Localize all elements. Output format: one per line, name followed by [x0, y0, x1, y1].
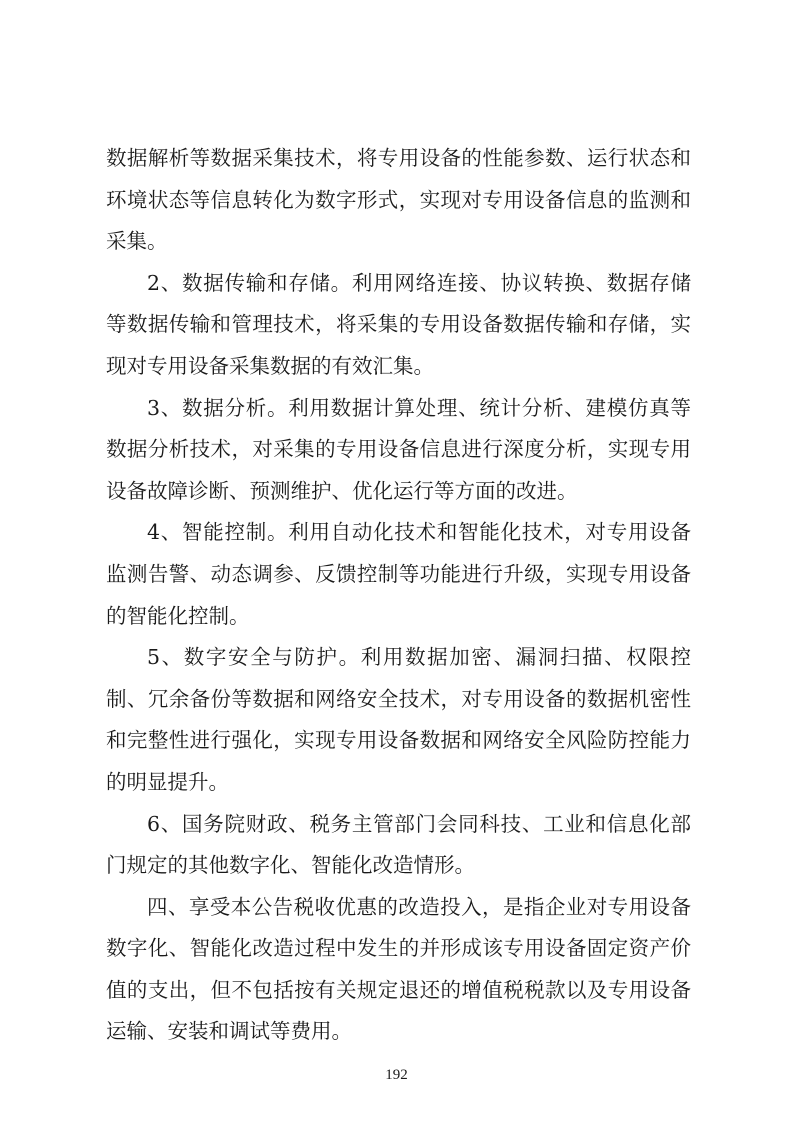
body-text — [106, 138, 691, 1053]
paragraph-section-four: 四、享受本公告税收优惠的改造投入，是指企业对专用设备数字化、智能化改造过程中发生的并形成该专用设备固定资产价值的支出，但不包括按有关规定退还的增值税税款以及专用设备运输、安装和调试等费用。 — [106, 894, 691, 1044]
paragraph-smart-control: 4、智能控制。利用自动化技术和智能化技术，对专用设备监测告警、动态调参、反馈控制等功能进行升级，实现专用设备的智能化控制。 — [106, 520, 691, 628]
paragraph-data-analysis: 3、数据分析。利用数据计算处理、统计分析、建模仿真等数据分析技术，对采集的专用设备信息进行深度分析，实现专用设备故障诊断、预测维护、优化运行等方面的改进。 — [106, 395, 691, 503]
paragraph-data-transmission: 2、数据传输和存储。利用网络连接、协议转换、数据存储等数据传输和管理技术，将采集的专用设备数据传输和存储，实现对专用设备采集数据的有效汇集。 — [106, 270, 691, 378]
paragraph-digital-security: 5、数字安全与防护。利用数据加密、漏洞扫描、权限控制、冗余备份等数据和网络安全技术，对专用设备的数据机密性和完整性进行强化，实现专用设备数据和网络安全风险防控能力的明显提升。 — [106, 645, 691, 794]
paragraph-other-cases: 6、国务院财政、税务主管部门会同科技、工业和信息化部门规定的其他数字化、智能化改造情形。 — [106, 811, 691, 878]
paragraph-continuation: 数据解析等数据采集技术，将专用设备的性能参数、运行状态和环境状态等信息转化为数字形式，实现对专用设备信息的监测和采集。 — [106, 146, 691, 254]
page-number: 192 — [385, 1067, 408, 1083]
